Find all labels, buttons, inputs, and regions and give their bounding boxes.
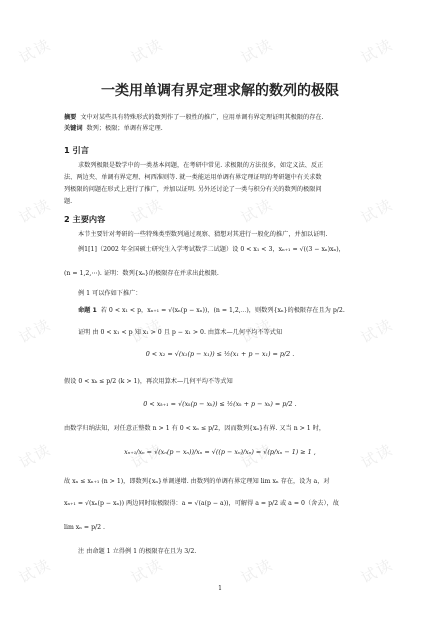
proposition-label: 命题 1 [78,307,97,314]
proposition-1 [78,307,394,315]
example-1-cont: (n = 1,2,⋯). 证明：数列{xₙ}的极限存在并求出此极限. [64,270,219,277]
note: 注 由命题 1 立得例 1 的极限存在且为 3/2. [78,548,197,555]
intro-line: 法、两边夹、单调有界定理、柯西准则等. 就一类能运用单调有界定理证明的考研题中有关求数 [64,174,322,181]
watermark: 试读 [128,555,167,587]
proof-text: xₙ₊₁ = √(xₙ(p − xₙ)) 两边同时取极限得：a = √(a(p − a))，可解得 a = p/2 或 a = 0（舍去），故 [64,500,339,507]
abstract [64,114,380,122]
section-heading-main: 2 主要内容 [64,214,106,224]
equation-3: xₙ₊₁/xₙ = √(xₙ(p − xₙ))/xₙ = √((p − xₙ)/xₙ) = √(p/xₙ − 1) ≥ 1 , [124,448,316,456]
watermark: 试读 [16,35,55,67]
watermark: 试读 [16,195,55,227]
keywords-text: 数列；极限；单调有界定理. [86,125,163,132]
equation-2: 0 < xₖ₊₁ = √(xₖ(p − xₖ)) ≤ ½(xₖ + p − xₖ) = p/2 . [143,400,297,408]
watermark: 试读 [358,35,397,67]
proof-text: 证明 由 0 < x₁ < p 知 x₁ > 0 且 p − x₁ > 0. 由算术—几何平均不等式知 [78,329,283,336]
watermark: 试读 [238,35,277,67]
proof-text: 由数学归纳法知，对任意正整数 n > 1 有 0 < xₙ ≤ p/2，因而数列{xₙ}有界. 又当 n > 1 时， [64,425,326,432]
watermark: 试读 [128,35,167,67]
watermark: 试读 [128,195,167,227]
keywords [64,125,380,133]
watermark: 试读 [238,440,277,472]
watermark: 试读 [16,440,55,472]
body-text: 本节主要针对考研的一些特殊类型数列通过观察、猜想对其进行一般化的推广，并加以证明. [78,231,328,238]
intro-line: 列极限的问题在形式上进行了推广，并加以证明. 另外还讨论了一类与积分有关的数列的极限问 [64,186,322,193]
example-1: 例1[1]（2002 年全国硕士研究生入学考试数学二试题）设 0 < x₁ < 3，xₙ₊₁ = √((3 − xₙ)xₙ)， [78,246,345,253]
watermark: 试读 [238,555,277,587]
example-note: 例 1 可以作如下推广： [78,290,142,297]
proof-text: 故 xₙ ≤ xₙ₊₁ (n > 1)，即数列{xₙ}单调递增. 由数列的单调有界定理知 lim xₙ 存在，设为 a，对 [64,478,330,485]
proposition-text: 若 0 < x₁ < p，xₙ₊₁ = √(xₙ(p − xₙ))，(n = 1,2,⋯)，则数列{xₙ}的极限存在且为 p/2. [100,307,345,314]
watermark: 试读 [358,195,397,227]
watermark: 试读 [358,555,397,587]
intro-line: 求数列极限是数学中的一类基本问题，在考研中常见. 求极限的方法很多，如定义法、反正 [78,162,324,169]
watermark: 试读 [16,555,55,587]
proof-text: 假设 0 < xₖ ≤ p/2 (k > 1)，再次用算术—几何平均不等式知 [64,378,233,385]
watermark: 试读 [238,195,277,227]
watermark: 试读 [358,440,397,472]
abstract-label: 摘要 [64,114,77,121]
paper-title: 一类用单调有界定理求解的数列的极限 [101,83,339,99]
abstract-text: 文中对某些具有特殊形式的数列作了一般性的推广，应用单调有界定理证明其极限的存在. [80,114,324,121]
watermark: 试读 [16,315,55,347]
watermark: 试读 [238,315,277,347]
proof-conclusion: lim xₙ = p/2 . [64,524,105,531]
equation-1: 0 < x₂ = √(x₁(p − x₁)) ≤ ½(x₁ + p − x₁) = p/2 . [145,350,295,358]
watermark: 试读 [128,315,167,347]
intro-line: 题. [64,198,73,205]
watermark: 试读 [358,315,397,347]
keywords-label: 关键词 [64,125,83,132]
section-heading-intro: 1 引言 [64,145,89,155]
page-number: 1 [218,585,222,592]
watermark: 试读 [128,440,167,472]
